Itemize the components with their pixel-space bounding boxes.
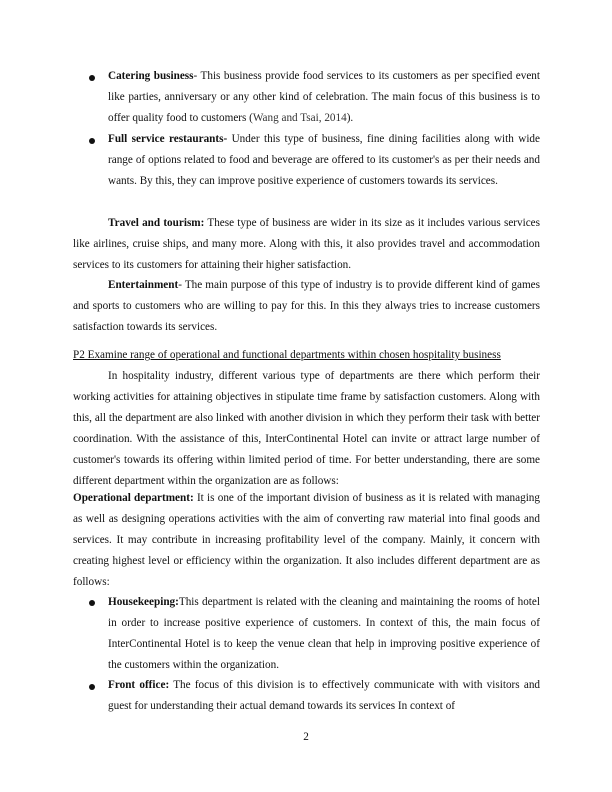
bullet-text: This department is related with the cleaning and maintaining the rooms of hotel in order to increase positive experience of customers. In context of this, the main focus of InterContinental Hotel is to keep the venue clean that help in improving positive experience of the customers within the organization.: [108, 596, 540, 671]
paragraph-entertainment: [73, 275, 540, 338]
paragraph-text: It is one of the important division of business as it is related with managing as well as designing operations activities with the aim of converting raw material into final goods and services. It may contribute in increasing profitability level of the company. Mainly, it concern with creating highest level or efficiency within the organization. It also includes different department are as follows:: [73, 492, 540, 588]
bullet-text: The focus of this division is to effectively communicate with with visitors and guest for understanding their actual demand towards its services In context of: [108, 679, 541, 712]
bullet-label: Housekeeping:: [108, 596, 179, 608]
bullet-dot: [89, 138, 95, 144]
bullet-text-end: ).: [346, 111, 354, 124]
paragraph-travel: [73, 213, 540, 276]
bullet-dot: [89, 684, 95, 690]
paragraph-label: Operational department:: [73, 492, 194, 504]
citation: Wang and Tsai, 2014: [252, 111, 347, 124]
page-number: 2: [303, 731, 309, 743]
paragraph-text: - The main purpose of this type of industry is to provide different kind of games and sports to customers who are willing to pay for this. In this they always tries to increase customers satisfaction towards its services.: [73, 279, 540, 333]
intro-paragraph: In hospitality industry, different various type of departments are there which perform their working activities for attaining objectives in stipulate time frame by satisfaction customers. Along with this, all the department are also linked with another division in which they perform their task with better coordination. With the assistance of this, InterContinental Hotel can invite or attract large number of customer's towards its offering within limited period of time. For better understanding, there are some different department within the organization are as follows:: [73, 370, 540, 487]
bullet-full-service: [108, 129, 540, 192]
bullet-label: Front office:: [108, 679, 170, 691]
paragraph-operational: [73, 488, 540, 593]
bullet-front-office: [108, 675, 540, 717]
section-heading: P2 Examine range of operational and functional departments within chosen hospitality business: [73, 349, 501, 361]
bullet-text: Under this type of business, fine dining facilities along with wide range of options related to food and beverage are offered to its customer's as per their needs and wants. By this, they can improve positive experience of customers towards its services.: [108, 133, 540, 187]
bullet-dot: [89, 600, 95, 606]
bullet-catering: [108, 66, 540, 129]
bullet-label: Catering business: [108, 70, 194, 82]
bullet-housekeeping: [108, 592, 540, 676]
paragraph-label: Entertainment: [108, 279, 179, 291]
paragraph-label: Travel and tourism:: [108, 217, 205, 229]
paragraph-text: These type of business are wider in its size as it includes various services like airlines, cruise ships, and many more. Along with this, it also provides travel and accommodation services to its customers for attaining their higher satisfaction.: [73, 217, 540, 271]
bullet-text: - This business provide food services to its customers as per specified event like parties, anniversary or any other kind of celebration. The main focus of this business is to offer quality food to customers (: [108, 70, 540, 124]
bullet-dot: [89, 75, 95, 81]
bullet-label: Full service restaurants-: [108, 133, 228, 145]
